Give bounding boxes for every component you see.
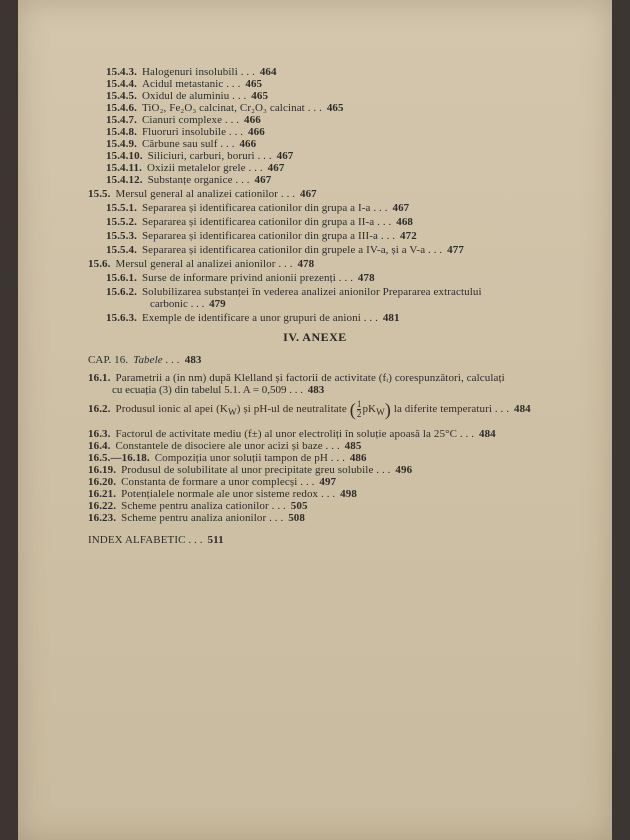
toc-entry bbox=[106, 202, 409, 214]
toc-entry bbox=[88, 476, 336, 488]
entry-number: 16.1. bbox=[88, 372, 111, 384]
entry-page: 486 bbox=[349, 452, 367, 464]
entry-page: 511 bbox=[207, 534, 224, 546]
entry-title: Compoziția unor soluții tampon de pH . . . bbox=[154, 452, 345, 464]
toc-entry bbox=[88, 440, 361, 452]
toc-entry bbox=[106, 216, 413, 228]
toc-entry bbox=[106, 230, 417, 242]
entry-number: 15.4.8. bbox=[106, 126, 137, 138]
entry-page: 467 bbox=[299, 188, 317, 200]
entry-title: Factorul de activitate mediu (f±) al unor electroliți în soluție apoasă la 25°C . . . bbox=[115, 428, 475, 440]
entry-number: 16.22. bbox=[88, 500, 117, 512]
toc-entry bbox=[106, 174, 271, 186]
entry-title: Potențialele normale ale unor sisteme redox . . . bbox=[121, 488, 336, 500]
entry-page: 498 bbox=[340, 488, 357, 500]
entry-number: 16.23. bbox=[88, 512, 117, 524]
entry-title: Separarea și identificarea cationilor din grupa a III-a . . . bbox=[141, 230, 396, 242]
entry-page: 472 bbox=[400, 230, 417, 242]
entry-page: 467 bbox=[254, 174, 272, 186]
toc-entry bbox=[106, 286, 484, 298]
entry-page: 479 bbox=[209, 298, 226, 310]
entry-title: Substanțe organice . . . bbox=[147, 174, 250, 186]
entry-page: 485 bbox=[344, 440, 362, 452]
toc-entry bbox=[88, 428, 496, 440]
entry-title: Siliciuri, carburi, boruri . . . bbox=[147, 150, 272, 162]
entry-number: 16.5.—16.18. bbox=[88, 452, 150, 464]
entry-title: INDEX ALFABETIC . . . bbox=[88, 534, 203, 546]
entry-number: 15.6.3. bbox=[106, 312, 137, 324]
toc-entry bbox=[88, 464, 412, 476]
entry-title: Halogenuri insolubili . . . bbox=[141, 66, 255, 78]
open-paren: ( bbox=[349, 399, 356, 420]
entry-title: carbonic . . . bbox=[150, 298, 205, 310]
entry-page: 467 bbox=[267, 162, 285, 174]
entry-title-part: ) și pH-ul de neutralitate bbox=[236, 403, 347, 415]
entry-page: 468 bbox=[396, 216, 414, 228]
toc-section-entry bbox=[88, 258, 314, 270]
entry-page: 483 bbox=[307, 384, 325, 396]
entry-number: 15.6.2. bbox=[106, 286, 137, 298]
entry-number: 15.6. bbox=[88, 258, 111, 270]
toc-entry bbox=[106, 272, 375, 284]
toc-entry bbox=[106, 78, 262, 90]
entry-page: 484 bbox=[478, 428, 496, 440]
entry-number: 15.4.4. bbox=[106, 78, 137, 90]
entry-title: cu ecuația (3) din tabelul 5.1. A = 0,509 . . . bbox=[112, 384, 304, 396]
entry-page: 467 bbox=[276, 150, 294, 162]
toc-entry bbox=[88, 372, 505, 384]
toc-entry-continuation bbox=[150, 298, 226, 310]
fraction-denominator: 2 bbox=[356, 408, 362, 419]
entry-title: Cărbune sau sulf . . . bbox=[141, 138, 235, 150]
entry-title: TiO₂, Fe₂O₃ calcinat, Cr₂O₃ calcinat . . . bbox=[141, 102, 322, 114]
entry-number: 15.5.4. bbox=[106, 244, 137, 256]
entry-number: 15.5.3. bbox=[106, 230, 137, 242]
entry-page: 484 bbox=[513, 403, 531, 415]
entry-number: 15.4.11. bbox=[106, 162, 142, 174]
entry-title: Scheme pentru analiza anionilor . . . bbox=[121, 512, 284, 524]
entry-page: 466 bbox=[244, 114, 261, 126]
entry-number: 16.21. bbox=[88, 488, 117, 500]
toc-entry bbox=[106, 102, 344, 114]
entry-page: 478 bbox=[357, 272, 375, 284]
toc-entry bbox=[88, 398, 531, 423]
entry-number: 16.2. bbox=[88, 403, 111, 415]
entry-page: 465 bbox=[326, 102, 344, 114]
subscript: W bbox=[227, 407, 237, 418]
toc-entry bbox=[106, 90, 268, 102]
toc-entry bbox=[106, 114, 261, 126]
entry-page: 505 bbox=[290, 500, 308, 512]
close-paren: ) bbox=[384, 399, 391, 420]
entry-title: Surse de informare privind anionii prezenți . . . bbox=[141, 272, 354, 284]
entry-title: Constanta de formare a unor complecși . . . bbox=[121, 476, 315, 488]
toc-entry bbox=[88, 500, 308, 512]
entry-title: Cianuri complexe . . . bbox=[141, 114, 240, 126]
entry-title: Oxizii metalelor grele . . . bbox=[146, 162, 263, 174]
subscript: W bbox=[376, 407, 385, 418]
entry-page: 496 bbox=[395, 464, 413, 476]
entry-number: 15.4.7. bbox=[106, 114, 137, 126]
entry-title: Scheme pentru analiza cationilor . . . bbox=[121, 500, 286, 512]
toc-entry bbox=[106, 244, 464, 256]
entry-title: Oxidul de aluminiu . . . bbox=[141, 90, 247, 102]
entry-page: 467 bbox=[392, 202, 410, 214]
entry-number: 15.6.1. bbox=[106, 272, 137, 284]
toc-entry-continuation bbox=[112, 384, 324, 396]
entry-title: Separarea și identificarea cationilor din grupele a IV-a, și a V-a . . . bbox=[141, 244, 443, 256]
entry-number: 16.3. bbox=[88, 428, 111, 440]
toc-entry bbox=[88, 452, 367, 464]
entry-number: 15.5.2. bbox=[106, 216, 137, 228]
toc-entry bbox=[106, 126, 265, 138]
section-title: IV. ANEXE bbox=[283, 330, 347, 344]
entry-page: 465 bbox=[251, 90, 269, 102]
entry-title: Constantele de disociere ale unor acizi și baze . . . bbox=[115, 440, 340, 452]
fraction-numerator: 1 bbox=[356, 398, 362, 409]
entry-number: 15.4.9. bbox=[106, 138, 137, 150]
entry-number: 16.19. bbox=[88, 464, 117, 476]
entry-page: 465 bbox=[245, 78, 263, 90]
chapter-page: 483 bbox=[184, 354, 202, 366]
chapter-number: CAP. 16. bbox=[88, 354, 129, 366]
toc-section-entry bbox=[88, 188, 317, 200]
toc-entry bbox=[106, 162, 284, 174]
chapter-title: Tabele . . . bbox=[133, 354, 180, 366]
entry-title: Parametrii a (in nm) după Klelland și factorii de activitate (fᵢ) corespunzători, calculați bbox=[115, 372, 505, 384]
entry-title: Separarea și identificarea cationilor din grupa a I-a . . . bbox=[141, 202, 388, 214]
entry-title: Acidul metastanic . . . bbox=[141, 78, 241, 90]
toc-entry bbox=[106, 138, 256, 150]
entry-page: 466 bbox=[248, 126, 265, 138]
entry-number: 15.4.3. bbox=[106, 66, 137, 78]
entry-title: Fluoruri insolubile . . . bbox=[141, 126, 244, 138]
entry-title: Solubilizarea substanței în vederea analizei anionilor Prepararea extractului bbox=[141, 286, 482, 298]
entry-number: 15.4.10. bbox=[106, 150, 143, 162]
entry-page: 464 bbox=[259, 66, 277, 78]
entry-page: 466 bbox=[239, 138, 257, 150]
chapter-entry bbox=[88, 354, 202, 366]
entry-number: 15.4.6. bbox=[106, 102, 137, 114]
toc-entry bbox=[106, 312, 400, 324]
entry-number: 15.5.1. bbox=[106, 202, 137, 214]
toc-entry bbox=[106, 150, 293, 162]
entry-number: 15.4.12. bbox=[106, 174, 143, 186]
entry-title-part: Produsul ionic al apei (K bbox=[115, 403, 228, 415]
fraction bbox=[357, 400, 362, 419]
entry-page: 477 bbox=[447, 244, 464, 256]
entry-title: Mersul general al analizei anionilor . . . bbox=[115, 258, 293, 270]
entry-number: 15.5. bbox=[88, 188, 111, 200]
entry-title: Exemple de identificare a unor grupuri de anioni . . . bbox=[141, 312, 378, 324]
entry-title-part: la diferite temperaturi . . . bbox=[393, 403, 510, 415]
book-page bbox=[18, 0, 612, 840]
entry-page: 481 bbox=[382, 312, 400, 324]
toc-entry bbox=[106, 66, 277, 78]
entry-number: 16.4. bbox=[88, 440, 111, 452]
entry-number: 15.4.5. bbox=[106, 90, 137, 102]
entry-title: Mersul general al analizei cationilor . . . bbox=[115, 188, 296, 200]
entry-title: Produsul de solubilitate al unor precipitate greu solubile . . . bbox=[121, 464, 391, 476]
entry-page: 497 bbox=[319, 476, 337, 488]
toc-entry bbox=[88, 488, 357, 500]
entry-number: 16.20. bbox=[88, 476, 117, 488]
index-entry bbox=[88, 534, 224, 546]
entry-title: Separarea și identificarea cationilor din grupa a II-a . . . bbox=[141, 216, 392, 228]
entry-page: 508 bbox=[288, 512, 306, 524]
fraction-tail: pK bbox=[362, 403, 377, 415]
toc-entry bbox=[88, 512, 305, 524]
entry-page: 478 bbox=[297, 258, 315, 270]
